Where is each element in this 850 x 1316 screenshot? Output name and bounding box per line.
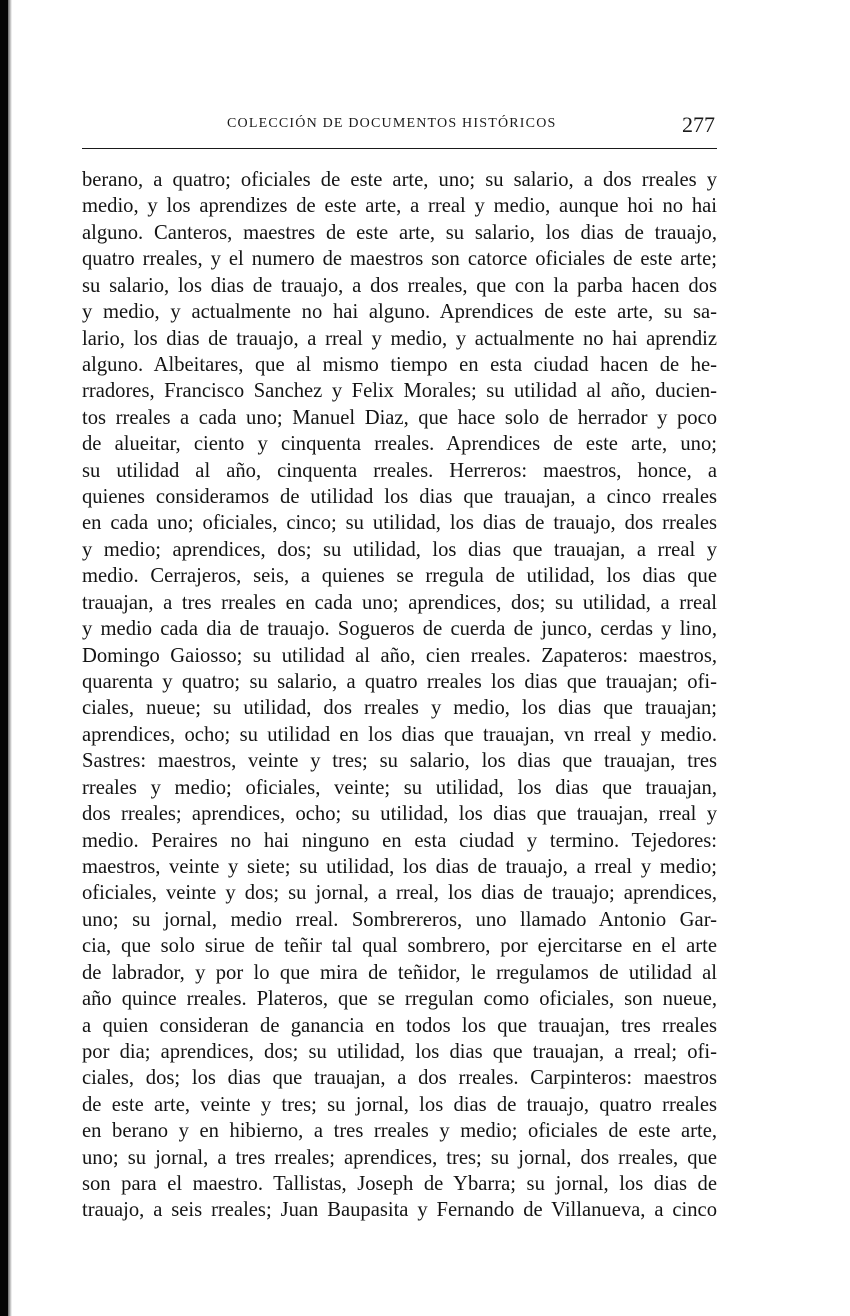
text-line: oficiales, veinte y dos; su jornal, a rreal, los dias de trauajo; aprendices, <box>82 882 717 905</box>
text-line: dos rreales; aprendices, ocho; su utilidad, los dias que trauajan, rreal y <box>82 803 717 826</box>
text-line: medio. Peraires no hai ninguno en esta ciudad y termino. Tejedores: <box>82 829 717 852</box>
text-line: son para el maestro. Tallistas, Joseph de Ybarra; su jornal, los dias de <box>82 1173 717 1196</box>
text-line: quarenta y quatro; su salario, a quatro rreales los dias que trauajan; ofi- <box>82 671 717 694</box>
text-line: medio, y los aprendizes de este arte, a rreal y medio, aunque hoi no hai <box>82 195 717 218</box>
text-line: rreales y medio; oficiales, veinte; su utilidad, los dias que trauajan, <box>82 776 717 799</box>
text-line: uno; su jornal, a tres rreales; aprendices, tres; su jornal, dos rreales, que <box>82 1146 717 1169</box>
text-line: de este arte, veinte y tres; su jornal, los dias de trauajo, quatro rreales <box>82 1093 717 1116</box>
page-binding-edge <box>0 0 8 1316</box>
text-line: Sastres: maestros, veinte y tres; su salario, los dias que trauajan, tres <box>82 750 717 773</box>
text-line: aprendices, ocho; su utilidad en los dias que trauajan, vn rreal y medio. <box>82 723 717 746</box>
text-line: alguno. Albeitares, que al mismo tiempo en esta ciudad hacen de he- <box>82 353 717 376</box>
text-line: y medio; aprendices, dos; su utilidad, los dias que trauajan, a rreal y <box>82 538 717 561</box>
text-line: a quien consideran de ganancia en todos los que trauajan, tres rreales <box>82 1014 717 1037</box>
text-line: tos rreales a cada uno; Manuel Diaz, que hace solo de herrador y poco <box>82 406 717 429</box>
text-line: su utilidad al año, cinquenta rreales. Herreros: maestros, honce, a <box>82 459 717 482</box>
text-line: rradores, Francisco Sanchez y Felix Morales; su utilidad al año, ducien- <box>82 380 717 403</box>
text-line: por dia; aprendices, dos; su utilidad, los dias que trauajan, a rreal; ofi- <box>82 1040 717 1063</box>
text-line: trauajan, a tres rreales en cada uno; aprendices, dos; su utilidad, a rreal <box>82 591 717 614</box>
text-line: quienes consideramos de utilidad los dias que trauajan, a cinco rreales <box>82 486 717 509</box>
page-binding-shadow <box>8 0 12 1316</box>
text-line: maestros, veinte y siete; su utilidad, los dias de trauajo, a rreal y medio; <box>82 855 717 878</box>
text-line: de labrador, y por lo que mira de teñidor, le rregulamos de utilidad al <box>82 961 717 984</box>
text-line: trauajo, a seis rreales; Juan Baupasita y Fernando de Villanueva, a cinco <box>82 1199 717 1222</box>
text-line: uno; su jornal, medio rreal. Sombrereros, uno llamado Antonio Gar- <box>82 908 717 931</box>
body-text <box>82 167 717 1224</box>
text-line: cia, que solo sirue de teñir tal qual sombrero, por ejercitarse en el arte <box>82 935 717 958</box>
text-line: su salario, los dias de trauajo, a dos rreales, que con la parba hacen dos <box>82 274 717 297</box>
text-line: ciales, nueue; su utilidad, dos rreales y medio, los dias que trauajan; <box>82 697 717 720</box>
page-number: 277 <box>682 112 715 137</box>
text-line: en berano y en hibierno, a tres rreales y medio; oficiales de este arte, <box>82 1120 717 1143</box>
text-line: medio. Cerrajeros, seis, a quienes se rregula de utilidad, los dias que <box>82 565 717 588</box>
text-line: año quince rreales. Plateros, que se rregulan como oficiales, son nueue, <box>82 988 717 1011</box>
page-header <box>82 114 717 149</box>
text-line: ciales, dos; los dias que trauajan, a dos rreales. Carpinteros: maestros <box>82 1067 717 1090</box>
text-line: en cada uno; oficiales, cinco; su utilidad, los dias de trauajo, dos rreales <box>82 512 717 535</box>
text-line: quatro rreales, y el numero de maestros son catorce oficiales de este arte; <box>82 248 717 271</box>
text-line: lario, los dias de trauajo, a rreal y medio, y actualmente no hai aprendiz <box>82 327 717 350</box>
text-line: de alueitar, ciento y cinquenta rreales. Aprendices de este arte, uno; <box>82 433 717 456</box>
text-line: y medio, y actualmente no hai alguno. Aprendices de este arte, su sa- <box>82 301 717 324</box>
text-line: Domingo Gaiosso; su utilidad al año, cien rreales. Zapateros: maestros, <box>82 644 717 667</box>
text-line: y medio cada dia de trauajo. Sogueros de cuerda de junco, cerdas y lino, <box>82 618 717 641</box>
text-line: berano, a quatro; oficiales de este arte, uno; su salario, a dos rreales y <box>82 169 717 191</box>
text-line: alguno. Canteros, maestres de este arte, su salario, los dias de trauajo, <box>82 221 717 244</box>
running-title: COLECCIÓN DE DOCUMENTOS HISTÓRICOS <box>227 116 557 131</box>
